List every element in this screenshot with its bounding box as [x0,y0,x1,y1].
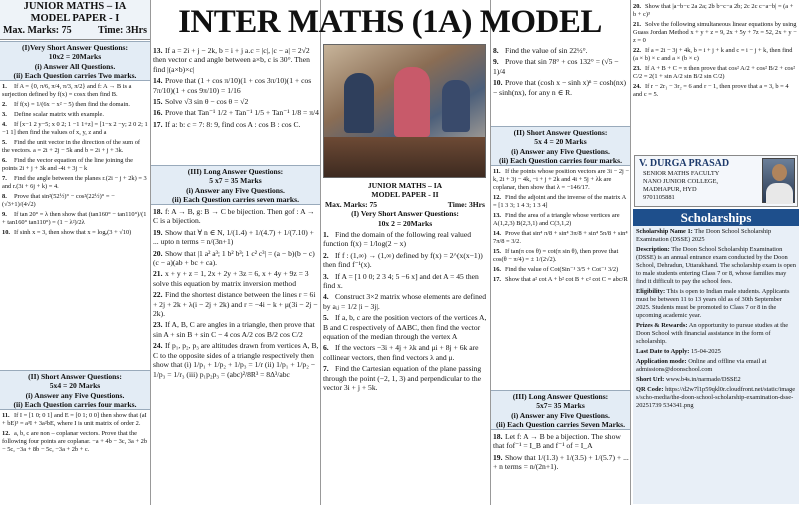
question-number: 2. [323,250,329,260]
section2-left-note2: (ii) Each Question carries four marks. [13,400,137,410]
paper2-header [322,181,488,227]
author-photo [762,158,795,203]
question-number: 13. [153,46,163,55]
question-item [2,157,148,173]
question-item [2,175,148,191]
question-item [633,47,798,63]
question-item [153,76,319,95]
question-text: Prove that sin⁴ π/8 + sin⁴ 3π/8 + sin⁴ 5π/8 + sin⁴ 7π/8 = 3/2. [493,230,628,245]
scholarship-url-label: Short Url: [636,376,665,383]
scholarship-prize-label: Prizes & Rewards: [636,322,688,329]
author-face [772,164,787,181]
question-item [633,3,798,19]
section2-right-note1: (i) Answer any Five Questions. [511,146,610,156]
question-item [153,249,319,268]
question-text: If a = 2i + j − 2k, b = i + j a.c = |c|, |c − a| = 2√2 then vector c and angle between a×b, c is 30°. Then find |(a×b)×c| [153,46,310,74]
section2-left-title: (II) Short Answer Questions: [28,372,122,381]
col2-questions-b [153,207,319,503]
question-text: If A = {0, π/6, π/4, π/3, π/2} and f: A → B is a surjection defined by f(x) = cosx then find B. [2,83,132,98]
left-header-marks: Max. Marks: 75 [3,25,72,36]
question-text: f: A → B, g: B → C be bijection. Then gof : A → C is a bijection. [153,207,315,226]
scholarship-name-label: Scholarship Name 1: [636,228,693,235]
scholarship-desc: The Doon School Scholarship Examination (DSSE) is an annual entrance exam conducted by the Doon School, Dehradun, Uttarakhand. The scholarship exam is open to male students entering Class 7 or 8, whose families may find it difficult to pay the school fees. [636,246,796,285]
section3-right-marks: 5x7= 35 Marks [536,401,585,411]
question-text: Prove that (1 + cos π/10)(1 + cos 3π/10)(1 + cos 7π/10)(1 + cos 9π/10) = 1/16 [153,76,312,95]
question-number: 7. [323,364,329,374]
question-text: If a: b: c = 7: 8: 9, find cos A : cos B : cos C. [165,119,301,129]
question-item [493,432,629,451]
question-number: 17. [493,276,501,283]
question-number: 14. [153,76,163,86]
question-text: Solve the following simultaneous linear equations by using Guass Jordan Method x + y + z = 9, 2x + 5y + 7z = 52, 2x + y − z = 0 [633,21,797,44]
banner-title: INTER MATHS (1A) MODEL [178,4,602,40]
question-number: 19. [153,227,163,237]
question-number: 5. [323,313,329,323]
section2-right-title: (II) Short Answer Questions: [513,128,608,137]
question-number: 22. [633,47,641,54]
question-number: 17. [153,119,163,129]
question-item [493,46,629,55]
question-text: If f : (1,∞) → (1,∞) defined by f(x) = 2^(x(x−1)) then find f⁻¹(x). [323,250,483,270]
paper2-section: (I) Very Short Answer Questions: [351,209,459,219]
question-item [2,83,148,99]
question-item [2,121,148,137]
question-item [2,211,148,227]
question-item [633,21,798,45]
section1-heading [0,41,150,81]
section3-right-note1: (i) Answer any Five Questions. [511,410,610,420]
question-number: 20. [153,248,163,258]
question-item [493,276,629,284]
section1-note2: (ii) Each Question carries Two marks. [13,71,137,81]
col4-questions [493,46,629,126]
scholarship-desc-label: Description: [636,246,670,253]
question-number: 14. [493,230,501,237]
section2-left-heading [0,370,150,410]
question-text: If tan 20° = λ then show that (tan160° − tan110°)/(1 + tan160° tan110°) = (1 − λ²)/2λ [2,211,147,226]
question-item [2,111,148,119]
question-text: Find the area of a triangle whose vertices are A(1,2,3) B(2,3,1) and C(3,1,2) [493,212,620,227]
question-item [153,269,319,288]
question-number: 10. [2,229,10,236]
scholarship-prize: An opportunity to pursue studies at the Doon School with financial assistance in the form of scholarship. [636,322,789,345]
question-item [493,168,629,192]
question-text: If a, b, c are the position vectors of the vertices A, B and C respectively of ΔABC, then find the vector equation of the median through the vertex A [323,313,487,342]
question-number: 3. [2,111,7,118]
question-number: 21. [153,269,163,279]
section1-note1: (i) Answer All Questions. [34,61,116,71]
question-text: Find the adjoint and the inverse of the matrix A = [1 3 3; 1 4 3; 1 3 4] [493,194,626,209]
scholarships-heading: Scholarships [633,209,799,226]
question-text: Show that ∀ n ∈ N, 1/(1.4) + 1/(4.7) + 1/(7.10) + ... upto n terms = n/(3n+1) [153,227,314,247]
question-number: 4. [2,121,7,128]
paper2-section-marks: 10x 2 = 20Marks [377,218,433,228]
question-text: Find the vector equation of the line joining the points 2i + j + 3k and -4i + 3j − k [2,157,133,172]
left-header-paper: MODEL PAPER - I [30,13,120,24]
question-number: 24. [633,83,641,90]
question-item [323,364,489,392]
section3-right-note2: (ii) Each Question carries Seven Marks. [495,420,626,430]
question-item [633,65,798,81]
question-text: If a = 2i − 3j + 4k, b = i + j + k and c = i − j + k, then find (a × b) × c and a × (b × c) [633,47,793,62]
question-number: 22. [153,290,163,300]
question-item [153,120,319,129]
question-text: If sinh x = 3, then show that x = logₑ(3 + √10) [14,229,132,236]
question-number: 11. [2,412,10,419]
question-item [493,266,629,274]
question-text: Show that a² cot A + b² cot B + c² cot C = abc/R [505,276,628,283]
section2-right-heading [491,126,630,166]
question-text: Solve √3 sin θ − cos θ = √2 [165,97,249,107]
question-number: 8. [2,193,7,200]
question-item [493,248,629,264]
question-item [2,193,148,209]
question-text: Prove that sin²(52½)° − cos²(22½)° = −(√3+1)/(4√2) [2,193,115,208]
question-number: 3. [323,271,329,281]
scholarship-url[interactable]: www.b4s.in/narmade/DSSE2 [665,376,741,383]
question-number: 6. [2,157,7,164]
question-text: Define scalar matrix with example. [14,111,104,118]
question-number: 5. [2,139,7,146]
question-text: If f(x) = 1/(6x − x² − 5) then find the domain. [14,101,131,108]
scholarship-name: The Doon School Scholarship Examination (DSSE) 2025 [636,228,772,243]
question-text: Show that 1/(1.3) + 1/(3.5) + 1/(5.7) + ... + n terms = n/(2n+1). [493,452,629,472]
question-item [2,430,148,454]
question-text: If A, B, C are angles in a triangle, then prove that sin A + sin B + sin C − 4 cos A/2 cos B/2 cos C/2 [153,320,315,339]
question-text: Prove that (cosh x − sinh x)ⁿ = cosh(nx) − sinh(nx), for any n ∈ R. [493,78,627,97]
col1-questions [2,83,148,369]
question-text: Construct 3×2 matrix whose elements are defined by aᵢⱼ = 1/2 |i − 3j|. [323,292,487,311]
question-item [493,194,629,210]
section3-note1: (i) Answer any Five Questions. [186,185,285,195]
question-item [2,229,148,237]
question-item [2,139,148,155]
question-text: If A = [1 0 0; 2 3 4; 5 −6 x] and det A = 45 then find x. [323,271,479,291]
question-text: Find the Cartesian equation of the plane passing through the point (−2, 1, 3) and perpendicular to the vector 3i + j + 5k. [323,364,482,393]
question-text: If r − 2r₁ − 3r₂ = 6 and r − 1, then prove that a = 3, b = 4 and c = 5. [633,83,789,98]
question-number: 7. [2,175,7,182]
question-number: 9. [493,57,499,67]
question-item [2,101,148,109]
scholarship-qr[interactable]: https://d2w7l1p59qkl0r.cloudfront.net/static/images/scho-media/the-doon-school-scholarship-examination-dsse-20251739 534341.png [636,386,796,409]
author-name: V. DURGA PRASAD [639,158,730,169]
col1-questions-b [2,412,148,502]
question-number: 21. [633,21,641,28]
question-text: x + y + z = 1, 2x + 2y + 3z = 6, x + 4y + 9z = 3 solve this equation by matrix inversion method [153,269,309,288]
question-number: 24. [153,341,163,351]
student-figure [394,67,430,137]
question-number: 6. [323,343,329,353]
question-text: Show that |a−b−c 2a 2a; 2b b−c−a 2b; 2c 2c c−a−b| = (a + b + c)³ [633,3,794,18]
question-text: If A + B + C = π then prove that cos² A/2 + cos² B/2 + cos² C/2 = 2(1 + sin A/2 sin B/2 sin C/2) [633,65,796,80]
question-item [153,290,319,318]
left-header-title: JUNIOR MATHS – IA [23,1,127,12]
question-text: Prove that sin 78° + cos 132° = (√5 − 1)/4 [493,57,619,76]
question-item [323,230,489,249]
scholarship-mode: Online and offline via email at admissions@doonschool.com [636,358,767,373]
question-item [153,320,319,339]
question-text: If the points whose position vectors are 3i − 2j − k, 2i + 3j − 4k, −i + j + 2k and 4i + 5j + λk are coplanar, then show that λ = −146/17. [493,168,629,191]
desk-shape [324,137,485,177]
question-item [153,97,319,106]
question-item [323,292,489,311]
question-number: 18. [153,207,163,216]
question-item [2,412,148,428]
section3-title: (III) Long Answer Questions: [187,167,284,176]
left-header-time: Time: 3Hrs [98,25,147,36]
author-phone: 9701105881 [643,194,675,201]
question-number: 8. [493,46,499,55]
col4-questions-c [493,432,629,503]
section2-right-note2: (ii) Each Question carries four marks. [498,156,623,166]
question-item [153,228,319,247]
question-item [153,46,319,74]
question-item [323,272,489,291]
question-item [633,83,798,99]
col3-questions [323,230,489,503]
section2-right-marks: 5x 4 = 20 Marks [534,137,587,147]
paper2-time: Time: 3Hrs [447,199,485,209]
question-number: 15. [153,97,163,107]
question-number: 4. [323,292,329,302]
question-text: Find the shortest distance between the lines r = 6i + 2j + 2k + λ(i − 2j + 2k) and r = −4i − k + μ(3i − 2j − 2k). [153,290,318,319]
question-number: 1. [323,230,329,239]
author-line3: MADHAPUR, HYD [643,186,697,193]
col4-questions-b [493,168,629,390]
question-number: 2. [2,101,7,108]
scholarships-body [633,226,799,504]
question-number: 10. [493,78,503,88]
question-text: Find the unit vector in the direction of the sum of the vectors. a = 2i + 2j − 5k and b = 2i + j + 3k. [2,139,141,154]
section3-note2: (ii) Each Question carries seven marks. [172,195,299,205]
student-figure [344,73,374,133]
question-text: Find the value of Cot(Sin⁻¹ 3/5 + Cot⁻¹ 3/2) [505,266,619,273]
question-number: 12. [493,194,501,201]
question-number: 20. [633,3,641,10]
question-text: Prove that Tan⁻¹ 1/2 + Tan⁻¹ 1/5 + Tan⁻¹ 1/8 = π/4 [165,108,319,118]
section3-heading [151,165,320,205]
question-text: Show that |1 a² a³; 1 b² b³; 1 c² c³| = (a − b)(b − c)(c − a)(ab + bc + ca). [153,248,315,268]
student-figure [442,80,470,132]
question-item [153,207,319,226]
question-number: 9. [2,211,7,218]
question-text: a, b, c are non – coplanar vectors. Prove that the following four points are coplanar. −a + 4b − 3c, 3a + 2b − 5c, −3a + 8b − 5c, −3a + 2b + c. [2,430,148,453]
question-item [323,251,489,270]
question-number: 16. [493,266,501,273]
question-item [323,313,489,341]
question-item [493,212,629,228]
question-text: Let f: A → B be a bijection. The show that fof⁻¹ = I_B and f⁻¹ of = I_A [493,432,621,451]
question-number: 18. [493,432,503,441]
question-item [493,453,629,472]
question-number: 19. [493,452,503,462]
scholarship-elig-label: Eligibility: [636,288,666,295]
question-number: 1. [2,83,7,90]
scholarship-date: 15-04-2025 [691,348,721,355]
question-item [493,57,629,76]
question-number: 13. [493,212,501,219]
col5-questions [633,3,798,153]
section3-right-heading [491,390,630,430]
question-text: If I = [1 0; 0 1] and E = [0 1; 0 0] then show that (aI + bE)³ = a³I + 3a²bE, where I is unit matrix of order 2. [2,412,147,427]
question-item [323,343,489,362]
question-text: Find the value of sin 22½°. [505,46,588,55]
question-number: 15. [493,248,501,255]
section1-marks: 10x2 = 20Marks [48,52,102,62]
question-text: If the vectors −3i + 4j + λk and μi + 8j + 6k are collinear vectors, then find vectors λ and μ. [323,343,479,362]
section3-right-title: (III) Long Answer Questions: [512,392,609,401]
scholarship-elig: This is open to Indian male students. Applicants must be between 11 to 13 years old as of 30th September 2025. Students must be promoted to Class 7 or 8 in the upcoming academic year. [636,288,790,319]
question-number: 23. [633,65,641,72]
author-line2: NANO JUNIOR COLLEGE, [643,178,719,185]
question-item [153,341,319,379]
section2-left-marks: 5x4 = 20 Marks [49,381,101,391]
author-line1: SENIOR MATHS FACULTY [643,170,720,177]
question-text: If [x−1 2 y−5; x 0 2; 1 −1 1+z] = [1−x 2 −y; 2 0 2; 1 −1 1] then find the values of x, y, z and a [2,121,148,136]
paper2-title: JUNIOR MATHS – IA [367,181,443,190]
question-text: Find the angle between the planes r.(2i − j + 2k) = 3 and r.(3i + 6j + k) = 4. [2,175,147,190]
question-number: 16. [153,108,163,118]
question-text: If tan(π cos θ) = cot(π sin θ), then prove that cos(θ − π/4) = ± 1/(2√2). [493,248,619,263]
scholarship-qr-label: QR Code: [636,386,664,393]
students-photo [323,44,486,178]
question-text: Find the domain of the following real valued function f(x) = 1/log(2 − x) [323,230,472,249]
paper2-paper: MODEL PAPER - II [371,190,439,200]
question-text: If p₁, p₂, p₃ are altitudes drawn from vertices A, B, C to the opposite sides of a triangle respectively then show that (i) 1/p₁ + 1/p₂ + 1/p₃ = 1/r (ii) 1/p₁ + 1/p₂ − 1/p₃ = 1/r₃ (iii) p₁p₂p₃ = (abc)²/8R³ = 8Δ³/abc [153,341,319,379]
section2-left-note1: (i) Answer any Five Questions. [25,390,125,400]
question-item [153,108,319,117]
col2-questions [153,46,319,164]
question-item [493,230,629,246]
question-number: 12. [2,430,10,437]
scholarship-mode-label: Application mode: [636,358,687,365]
scholarship-date-label: Last Date to Apply: [636,348,690,355]
left-header [0,0,150,40]
question-number: 11. [493,168,501,175]
question-item [493,78,629,97]
paper2-marks: Max. Marks: 75 [325,199,378,209]
section3-marks: 5 x7 = 35 Marks [209,176,262,186]
section1-title: (I)Very Short Answer Questions: [21,43,129,52]
author-shirt [766,183,793,204]
question-number: 23. [153,320,163,330]
